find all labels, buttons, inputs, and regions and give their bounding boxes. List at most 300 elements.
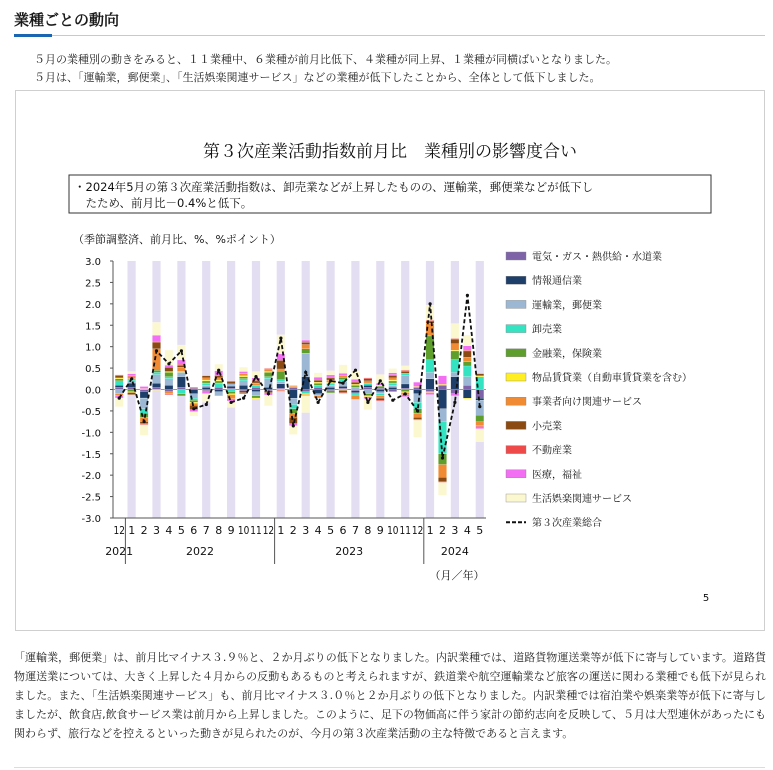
- y-tick-label: -1.0: [81, 428, 101, 440]
- bar-segment: [227, 382, 235, 384]
- legend-label: 医療，福祉: [532, 469, 582, 481]
- bar-segment: [215, 383, 223, 387]
- bar-segment: [339, 373, 347, 375]
- bar-segment: [177, 394, 185, 396]
- bar-segment: [128, 392, 136, 393]
- bar-segment: [364, 396, 372, 397]
- legend-label: 卸売業: [532, 324, 562, 336]
- y-tick-label: -0.5: [81, 406, 101, 418]
- legend-label: 生活娯楽関連サービス: [532, 494, 632, 505]
- bar-segment: [426, 360, 434, 373]
- bar-segment: [277, 369, 285, 371]
- total-line-point: [379, 379, 382, 382]
- x-tick-label: 7: [352, 524, 359, 537]
- bar-segment: [128, 372, 136, 374]
- bar-segment: [364, 385, 372, 387]
- bar-segment: [327, 371, 335, 375]
- bar-segment: [463, 351, 471, 357]
- bar-segment: [140, 389, 148, 390]
- bar-segment: [339, 390, 347, 391]
- bar-segment: [476, 426, 484, 427]
- bar-segment: [165, 390, 173, 392]
- bar-segment: [115, 376, 123, 378]
- total-line-point: [292, 424, 295, 427]
- legend-label: 不動産業: [532, 445, 572, 457]
- bar-segment: [140, 390, 148, 392]
- bar-segment: [314, 385, 322, 387]
- bar-segment: [351, 391, 359, 393]
- bar-segment: [401, 371, 409, 373]
- legend-label: 金融業，保険業: [532, 348, 602, 360]
- x-tick-label: 4: [165, 524, 173, 537]
- bar-segment: [227, 388, 235, 389]
- year-label: 2024: [440, 545, 469, 558]
- x-tick-label: 2: [289, 524, 297, 537]
- bar-segment: [215, 387, 223, 389]
- bar-segment: [476, 422, 484, 426]
- bar-segment: [389, 380, 397, 381]
- year-label: 2022: [186, 545, 214, 558]
- bar-segment: [128, 376, 136, 377]
- legend-swatch: [506, 300, 526, 308]
- bar-segment: [152, 390, 160, 391]
- bar-segment: [128, 374, 136, 376]
- legend-label: 運輸業，郵便業: [532, 300, 602, 312]
- legend-label: 情報通信業: [532, 276, 582, 288]
- total-line-point: [304, 371, 307, 374]
- bar-segment: [426, 392, 434, 393]
- section-divider: [14, 35, 765, 36]
- bar-segment: [401, 375, 409, 384]
- bar-segment: [165, 372, 173, 373]
- bar-segment: [389, 375, 397, 376]
- legend-swatch: [506, 494, 526, 502]
- bar-segment: [202, 387, 210, 389]
- legend-label: 物品賃貸業（自動車賃貸業を含む）: [532, 373, 692, 384]
- bar-segment: [414, 417, 422, 419]
- x-tick-label: 11: [399, 524, 411, 537]
- bar-segment: [364, 387, 372, 389]
- bar-segment: [351, 393, 359, 395]
- y-tick-label: 3.0: [85, 257, 101, 268]
- bar-segment: [339, 388, 347, 389]
- bar-segment: [426, 379, 434, 390]
- bar-segment: [351, 381, 359, 382]
- bar-segment: [115, 375, 123, 376]
- total-line-point: [453, 401, 456, 404]
- bar-segment: [215, 392, 223, 396]
- bar-segment: [476, 376, 484, 377]
- bar-segment: [264, 395, 272, 406]
- total-line-point: [192, 407, 195, 410]
- bar-segment: [202, 381, 210, 383]
- bar-segment: [302, 396, 310, 413]
- x-tick-label: 4: [314, 524, 322, 537]
- bar-segment: [277, 388, 285, 389]
- x-tick-label: 4: [463, 524, 471, 537]
- bar-segment: [451, 390, 459, 394]
- bar-segment: [239, 367, 247, 371]
- x-tick-label: 12: [113, 524, 125, 537]
- total-line-point: [180, 349, 183, 352]
- bar-segment: [289, 387, 297, 388]
- x-tick-label: 1: [277, 524, 285, 537]
- bar-segment: [327, 375, 335, 377]
- bar-segment: [227, 386, 235, 388]
- bar-segment: [252, 390, 260, 392]
- bar-segment: [463, 350, 471, 351]
- bar-segment: [426, 336, 434, 360]
- bar-segment: [438, 465, 446, 478]
- bar-segment: [227, 384, 235, 386]
- bar-segment: [140, 392, 148, 398]
- bar-segment: [339, 393, 347, 394]
- y-tick-label: 1.0: [85, 342, 101, 354]
- bar-segment: [277, 384, 285, 388]
- section-title: 業種ごとの動向: [14, 11, 120, 29]
- bar-segment: [451, 350, 459, 351]
- bar-segment: [426, 372, 434, 378]
- bar-segment: [264, 369, 272, 370]
- bar-segment: [190, 400, 198, 402]
- x-tick-label: 1: [426, 524, 434, 537]
- legend-label: 電気・ガス・熱供給・水道業: [532, 252, 662, 263]
- bar-segment: [414, 394, 422, 403]
- bar-segment: [476, 429, 484, 442]
- bar-segment: [327, 385, 335, 387]
- bar-segment: [252, 392, 260, 396]
- bar-segment: [451, 351, 459, 360]
- bar-segment: [165, 367, 173, 371]
- bar-segment: [339, 390, 347, 392]
- bar-segment: [152, 335, 160, 341]
- bar-segment: [152, 383, 160, 387]
- total-line-point: [155, 349, 158, 352]
- bar-segment: [128, 381, 136, 383]
- bar-segment: [140, 425, 148, 436]
- y-tick-label: 0.0: [85, 385, 101, 397]
- x-tick-label: 12: [262, 524, 275, 537]
- total-line-point: [143, 420, 146, 423]
- total-line-point: [205, 403, 208, 406]
- bar-segment: [351, 395, 359, 399]
- bar-segment: [128, 393, 136, 395]
- bar-segment: [227, 381, 235, 382]
- bar-segment: [215, 381, 223, 383]
- bar-segment: [438, 390, 446, 409]
- intro-line: ５月の業種別の動きをみると、１１業種中、６業種が前月比低下、４業種が同上昇、１業種が同横ばいとなりました。: [34, 53, 617, 66]
- bar-segment: [364, 381, 372, 383]
- bar-segment: [401, 366, 409, 370]
- summary-line: たため、前月比－0.4%と低下。: [74, 196, 253, 210]
- bar-segment: [165, 377, 173, 379]
- bar-segment: [115, 385, 123, 387]
- chart-title: 第３次産業活動指数前月比 業種別の影響度合い: [203, 142, 577, 162]
- bar-segment: [239, 374, 247, 376]
- bar-segment: [451, 360, 459, 373]
- intro-text: [34, 51, 754, 87]
- bar-segment: [389, 376, 397, 378]
- bar-segment: [252, 385, 260, 387]
- bar-segment: [202, 390, 210, 391]
- bar-segment: [327, 391, 335, 393]
- total-line-point: [366, 401, 369, 404]
- bar-segment: [115, 379, 123, 381]
- legend-swatch: [506, 373, 526, 381]
- bottom-divider: [14, 767, 765, 768]
- bar-segment: [115, 390, 123, 394]
- bar-segment: [239, 377, 247, 379]
- total-line-point: [279, 337, 282, 340]
- bar-segment: [302, 345, 310, 349]
- legend-swatch: [506, 421, 526, 429]
- x-tick-label: 10: [237, 524, 250, 537]
- total-line-point: [230, 401, 233, 404]
- bar-segment: [165, 372, 173, 376]
- x-tick-label: 6: [339, 524, 347, 537]
- x-tick-label: 3: [451, 524, 459, 537]
- legend: [506, 250, 692, 529]
- bar-segment: [339, 365, 347, 374]
- bar-segment: [202, 383, 210, 385]
- x-tick-label: 2: [140, 524, 148, 537]
- total-line-point: [466, 294, 469, 297]
- bar-segment: [165, 394, 173, 395]
- bar-segment: [152, 372, 160, 374]
- chart-figure: [15, 90, 765, 631]
- bar-segment: [227, 390, 235, 392]
- bar-segment: [277, 380, 285, 382]
- legend-swatch: [506, 446, 526, 454]
- bar-segment: [438, 482, 446, 495]
- x-tick-label: 8: [364, 524, 372, 537]
- legend-swatch: [506, 276, 526, 284]
- bar-segment: [364, 378, 372, 379]
- bar-segment: [451, 339, 459, 343]
- bar-segment: [264, 372, 272, 373]
- bar-segment: [115, 378, 123, 379]
- bar-segment: [451, 344, 459, 350]
- total-line: [119, 295, 480, 458]
- bar-segment: [463, 385, 471, 389]
- bar-segment: [202, 376, 210, 378]
- bar-segment: [463, 335, 471, 346]
- bar-segment: [190, 412, 198, 416]
- bar-segment: [327, 387, 335, 389]
- bar-segment: [314, 380, 322, 382]
- total-line-point: [130, 377, 133, 380]
- total-line-point: [441, 456, 444, 459]
- x-tick-label: 2: [439, 524, 446, 537]
- total-line-point: [267, 392, 270, 395]
- bar-segment: [351, 387, 359, 389]
- chart-svg: [16, 91, 764, 630]
- bar-segment: [277, 390, 285, 391]
- total-line-point: [317, 401, 320, 404]
- bar-segment: [177, 377, 185, 388]
- y-tick-label: 1.5: [85, 321, 101, 333]
- bar-segment: [451, 339, 459, 340]
- legend-swatch: [506, 252, 526, 260]
- bar-segment: [463, 390, 471, 399]
- bar-segment: [376, 398, 384, 400]
- bar-segment: [401, 388, 409, 389]
- bar-segment: [115, 387, 123, 389]
- bar-segment: [302, 390, 310, 392]
- x-tick-label: 7: [202, 524, 210, 537]
- bar-segment: [239, 372, 247, 374]
- section-accent-bar: [14, 34, 52, 37]
- bar-segment: [289, 387, 297, 389]
- x-tick-label: 5: [177, 524, 185, 537]
- bar-segment: [202, 380, 210, 381]
- bar-segment: [115, 381, 123, 385]
- bar-segment: [426, 320, 434, 321]
- bar-segment: [376, 388, 384, 389]
- bar-segment: [252, 383, 260, 385]
- total-line-point: [242, 397, 245, 400]
- bar-segment: [239, 385, 247, 389]
- bar-segment: [190, 387, 198, 388]
- x-tick-label: 5: [476, 524, 484, 537]
- bar-segment: [463, 346, 471, 350]
- bar-segment: [463, 398, 471, 399]
- y-tick-label: -3.0: [81, 514, 101, 525]
- bar-segment: [376, 400, 384, 401]
- plot-area: [81, 257, 486, 564]
- bar-segment: [140, 387, 148, 389]
- bar-segment: [239, 381, 247, 385]
- bar-segment: [438, 384, 446, 385]
- bar-segment: [463, 362, 471, 366]
- bar-segment: [239, 379, 247, 381]
- legend-label: 事業者向け関連サービス: [532, 397, 642, 409]
- bar-segment: [202, 378, 210, 380]
- bar-segment: [351, 384, 359, 385]
- bar-segment: [451, 324, 459, 339]
- total-line-point: [341, 382, 344, 385]
- bar-segment: [177, 372, 185, 376]
- total-line-point: [167, 362, 170, 365]
- bar-segment: [264, 372, 272, 376]
- bar-segment: [302, 349, 310, 353]
- bar-segment: [314, 373, 322, 377]
- bar-segment: [451, 394, 459, 396]
- page-number: 5: [702, 593, 710, 604]
- bar-segment: [152, 342, 160, 348]
- bar-segment: [264, 369, 272, 371]
- total-line-point: [478, 405, 481, 408]
- bar-segment: [401, 390, 409, 392]
- bar-segment: [314, 382, 322, 383]
- bar-segment: [252, 396, 260, 398]
- bar-segment: [476, 427, 484, 429]
- bar-segment: [389, 373, 397, 375]
- bar-segment: [152, 375, 160, 384]
- legend-swatch: [506, 470, 526, 478]
- year-label: 2023: [335, 545, 364, 558]
- bar-segment: [351, 382, 359, 384]
- bar-segment: [376, 392, 384, 394]
- bar-segment: [165, 385, 173, 389]
- bar-segment: [289, 390, 297, 399]
- y-tick-label: -2.5: [81, 492, 101, 504]
- bar-segment: [277, 390, 285, 391]
- year-label: 2021: [105, 545, 134, 558]
- bar-segment: [314, 394, 322, 396]
- bar-segment: [401, 373, 409, 375]
- bar-segment: [327, 390, 335, 391]
- bar-segment: [351, 390, 359, 391]
- bar-segment: [239, 390, 247, 391]
- bar-segment: [414, 413, 422, 417]
- x-tick-label: 10: [387, 524, 399, 537]
- bar-segment: [376, 396, 384, 398]
- bar-segment: [364, 383, 372, 385]
- bar-segment: [426, 390, 434, 392]
- bar-segment: [152, 322, 160, 335]
- y-tick-label: 2.0: [85, 299, 101, 311]
- bar-segment: [314, 383, 322, 385]
- bar-segment: [414, 420, 422, 437]
- x-tick-label: 9: [227, 524, 235, 537]
- bar-segment: [289, 386, 297, 387]
- bar-segment: [376, 394, 384, 396]
- bar-segment: [277, 382, 285, 384]
- bar-segment: [351, 385, 359, 387]
- bar-segment: [476, 390, 484, 399]
- total-line-point: [416, 409, 419, 412]
- bar-segment: [401, 384, 409, 388]
- bar-segment: [152, 387, 160, 389]
- y-tick-label: 2.5: [85, 278, 101, 290]
- bar-segment: [302, 342, 310, 344]
- bar-segment: [364, 379, 372, 381]
- bar-segment: [389, 387, 397, 389]
- bar-segment: [152, 342, 160, 343]
- total-line-point: [391, 399, 394, 402]
- bar-segment: [165, 365, 173, 367]
- x-tick-label: 6: [190, 524, 198, 537]
- x-tick-label: 3: [153, 524, 160, 537]
- legend-swatch: [506, 397, 526, 405]
- bar-segment: [463, 377, 471, 386]
- intro-line: ５月は、「運輸業，郵便業」、「生活娯楽関連サービス」などの業種が低下したことから、全体として低下しました。: [34, 71, 601, 84]
- bar-segment: [438, 376, 446, 385]
- legend-label: 小売業: [532, 421, 562, 433]
- bar-segment: [202, 392, 210, 394]
- y-tick-label: -2.0: [81, 471, 101, 483]
- unit-note: （季節調整済、前月比、%、%ポイント）: [73, 233, 281, 246]
- bar-segment: [165, 392, 173, 394]
- bar-segment: [302, 395, 310, 396]
- bar-segment: [376, 390, 384, 392]
- bar-segment: [339, 375, 347, 377]
- total-line-point: [118, 397, 121, 400]
- bar-segment: [314, 377, 322, 379]
- bar-segment: [463, 366, 471, 377]
- bar-segment: [314, 387, 322, 389]
- bar-segment: [327, 377, 335, 378]
- bar-segment: [115, 394, 123, 396]
- legend-swatch: [506, 325, 526, 333]
- bar-segment: [202, 385, 210, 387]
- x-tick-label: 1: [128, 524, 136, 537]
- x-tick-label: 5: [327, 524, 335, 537]
- total-line-point: [354, 369, 357, 372]
- bar-segment: [239, 393, 247, 394]
- bar-segment: [426, 393, 434, 395]
